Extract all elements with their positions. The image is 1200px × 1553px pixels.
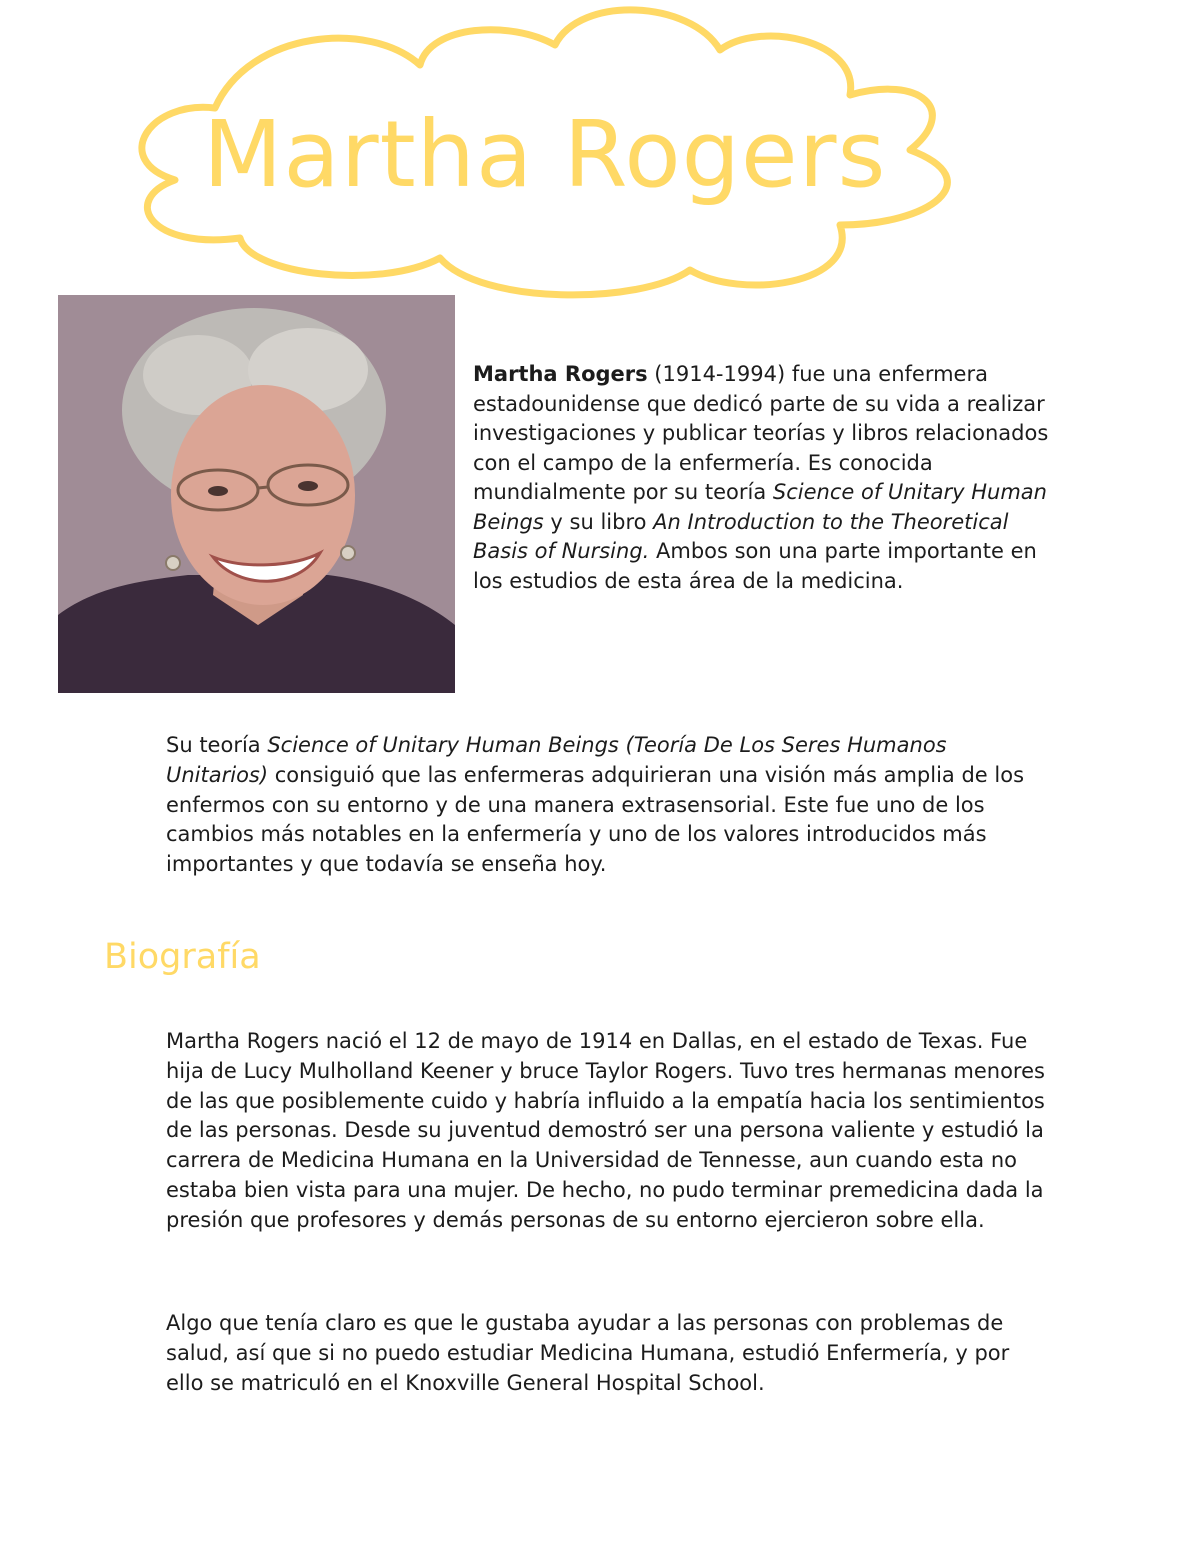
portrait-illustration-icon xyxy=(58,295,455,693)
intro-text-3: Ambos son una parte importante en los estudios de esta área de la medicina. xyxy=(473,539,1037,593)
theory-text-1: Su teoría xyxy=(166,733,268,757)
intro-theory: Science of Unitary Human Beings xyxy=(473,480,1047,534)
intro-paragraph xyxy=(473,360,1053,596)
theory-name: Science of Unitary Human Beings (Teoría De Los Seres Humanos Unitarios) xyxy=(166,733,947,787)
theory-paragraph xyxy=(166,731,1046,880)
biography-paragraph-2: Algo que tenía claro es que le gustaba ayudar a las personas con problemas de salud, así que si no puedo estudiar Medicina Humana, estudió Enfermería, y por ello se matriculó en el Knoxville General Hospital School. xyxy=(166,1311,1010,1395)
intro-name: Martha Rogers xyxy=(473,362,648,386)
theory-text-2: consiguió que las enfermeras adquirieran una visión más amplia de los enfermos con su entorno y de una manera extrasensorial. Este fue uno de los cambios más notables en la enfermería y uno de los valores introducidos más importantes y que todavía se enseña hoy. xyxy=(166,762,1025,877)
biography-heading: Biografía xyxy=(104,937,261,977)
biography-paragraph-1: Martha Rogers nació el 12 de mayo de 1914 en Dallas, en el estado de Texas. Fue hija de Lucy Mulholland Keener y bruce Taylor Rogers. Tuvo tres hermanas menores de las que posiblemente cuido y habría influido a la empatía hacia los sentimientos de las personas. Desde su juventud demostró ser una persona valiente y estudió la carrera de Medicina Humana en la Universidad de Tennesse, aun cuando esta no estaba bien vista para una mujer. De hecho, no pudo terminar premedicina dada la presión que profesores y demás personas de su entorno ejercieron sobre ella. xyxy=(166,1029,1045,1232)
intro-text-1: (1914-1994) fue una enfermera estadounidense que dedicó parte de su vida a realizar investigaciones y publicar teorías y libros relacionados con el campo de la enfermería. Es conocida mundialmente por su teoría xyxy=(473,362,1049,504)
portrait-photo xyxy=(58,295,455,693)
page-title: Martha Rogers xyxy=(203,101,887,208)
intro-book: An Introduction to the Theoretical Basis of Nursing. xyxy=(473,509,1009,563)
intro-text-2: y su libro xyxy=(543,509,654,534)
